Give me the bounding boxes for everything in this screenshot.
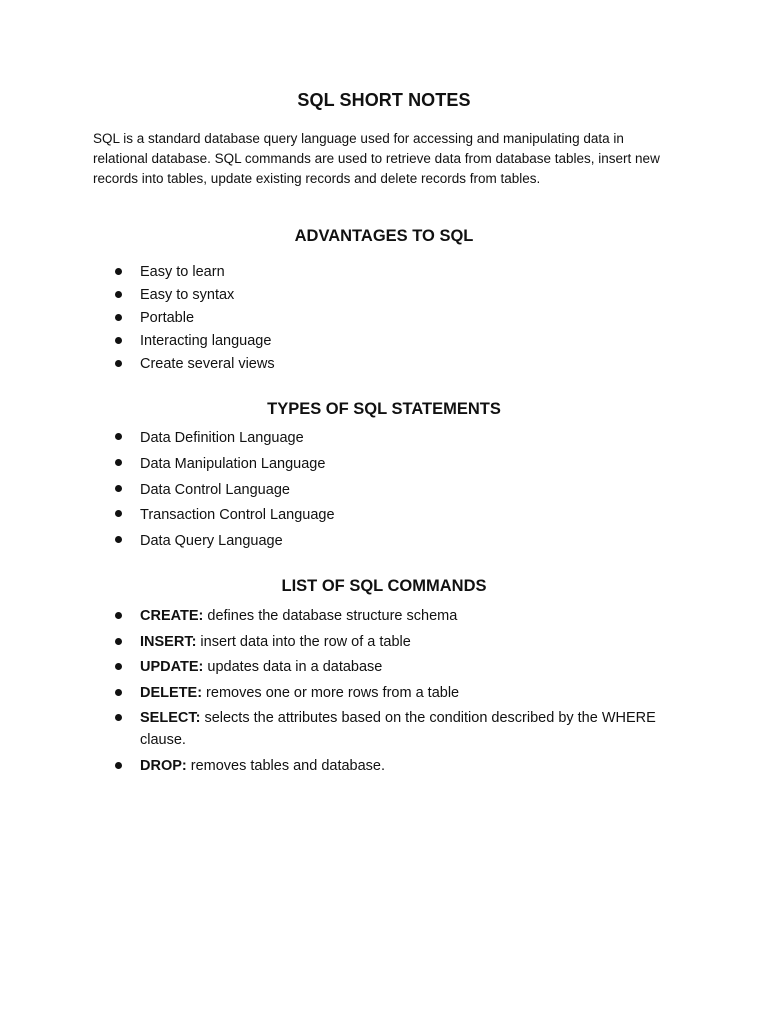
command-description: selects the attributes based on the condition described by the WHERE clause. (140, 710, 656, 749)
list-item (113, 285, 275, 308)
advantages-list (113, 262, 275, 377)
list-item-text: Easy to syntax (140, 287, 235, 303)
list-item-text: Data Query Language (140, 533, 283, 550)
bullet-icon (115, 612, 122, 619)
bullet-icon (115, 291, 122, 298)
bullet-icon (115, 510, 122, 517)
list-item (113, 656, 673, 678)
bullet-icon (115, 689, 122, 696)
command-keyword: DELETE: (140, 684, 203, 701)
list-item-text: Data Definition Language (140, 430, 304, 446)
types-heading: TYPES OF SQL STATEMENTS (267, 400, 501, 418)
command-description: defines the database structure schema (203, 608, 458, 624)
bullet-icon (115, 663, 122, 670)
command-keyword: SELECT: (140, 710, 201, 727)
bullet-icon (115, 638, 122, 645)
list-item (113, 682, 673, 704)
bullet-icon (115, 433, 122, 440)
command-description: removes one or more rows from a table (202, 684, 460, 701)
page-title: SQL SHORT NOTES (297, 90, 471, 110)
advantages-heading: ADVANTAGES TO SQL (294, 227, 474, 245)
list-item (113, 531, 335, 557)
bullet-icon (115, 337, 122, 344)
list-item-text: Data Control Language (140, 481, 290, 498)
list-item-text: Transaction Control Language (140, 507, 335, 524)
bullet-icon (115, 314, 122, 321)
list-item (113, 262, 275, 285)
list-item (113, 631, 673, 653)
list-item (113, 308, 275, 331)
intro-paragraph: SQL is a standard database query language used for accessing and manipulating data in relational database. SQL commands are used to retrieve data from database tables, insert new records into tables, update existing records and delete records from tables. (93, 131, 660, 186)
types-list (113, 428, 335, 557)
list-item-text: Data Manipulation Language (140, 455, 326, 472)
bullet-icon (115, 485, 122, 492)
command-keyword: DROP: (140, 757, 187, 774)
command-keyword: INSERT: (140, 633, 197, 650)
list-item (113, 354, 275, 377)
list-item (113, 428, 335, 454)
list-item (113, 755, 673, 777)
list-item (113, 454, 335, 480)
list-item (113, 707, 673, 751)
command-description: removes tables and database. (186, 757, 386, 774)
bullet-icon (115, 536, 122, 543)
bullet-icon (115, 714, 122, 721)
list-item (113, 331, 275, 354)
command-description: insert data into the row of a table (196, 633, 411, 650)
command-keyword: CREATE: (140, 608, 204, 624)
list-item-text: Easy to learn (140, 264, 225, 280)
list-item-text: Portable (140, 310, 195, 326)
bullet-icon (115, 360, 122, 367)
bullet-icon (115, 268, 122, 275)
command-description: updates data in a database (203, 659, 383, 676)
list-item-text: Create several views (140, 356, 275, 372)
list-item-text: Interacting language (140, 333, 272, 349)
command-keyword: UPDATE: (140, 659, 204, 676)
commands-heading: LIST OF SQL COMMANDS (281, 577, 487, 595)
list-item (113, 480, 335, 506)
list-item (113, 505, 335, 531)
bullet-icon (115, 459, 122, 466)
bullet-icon (115, 762, 122, 769)
commands-list (113, 605, 673, 781)
list-item (113, 605, 673, 627)
